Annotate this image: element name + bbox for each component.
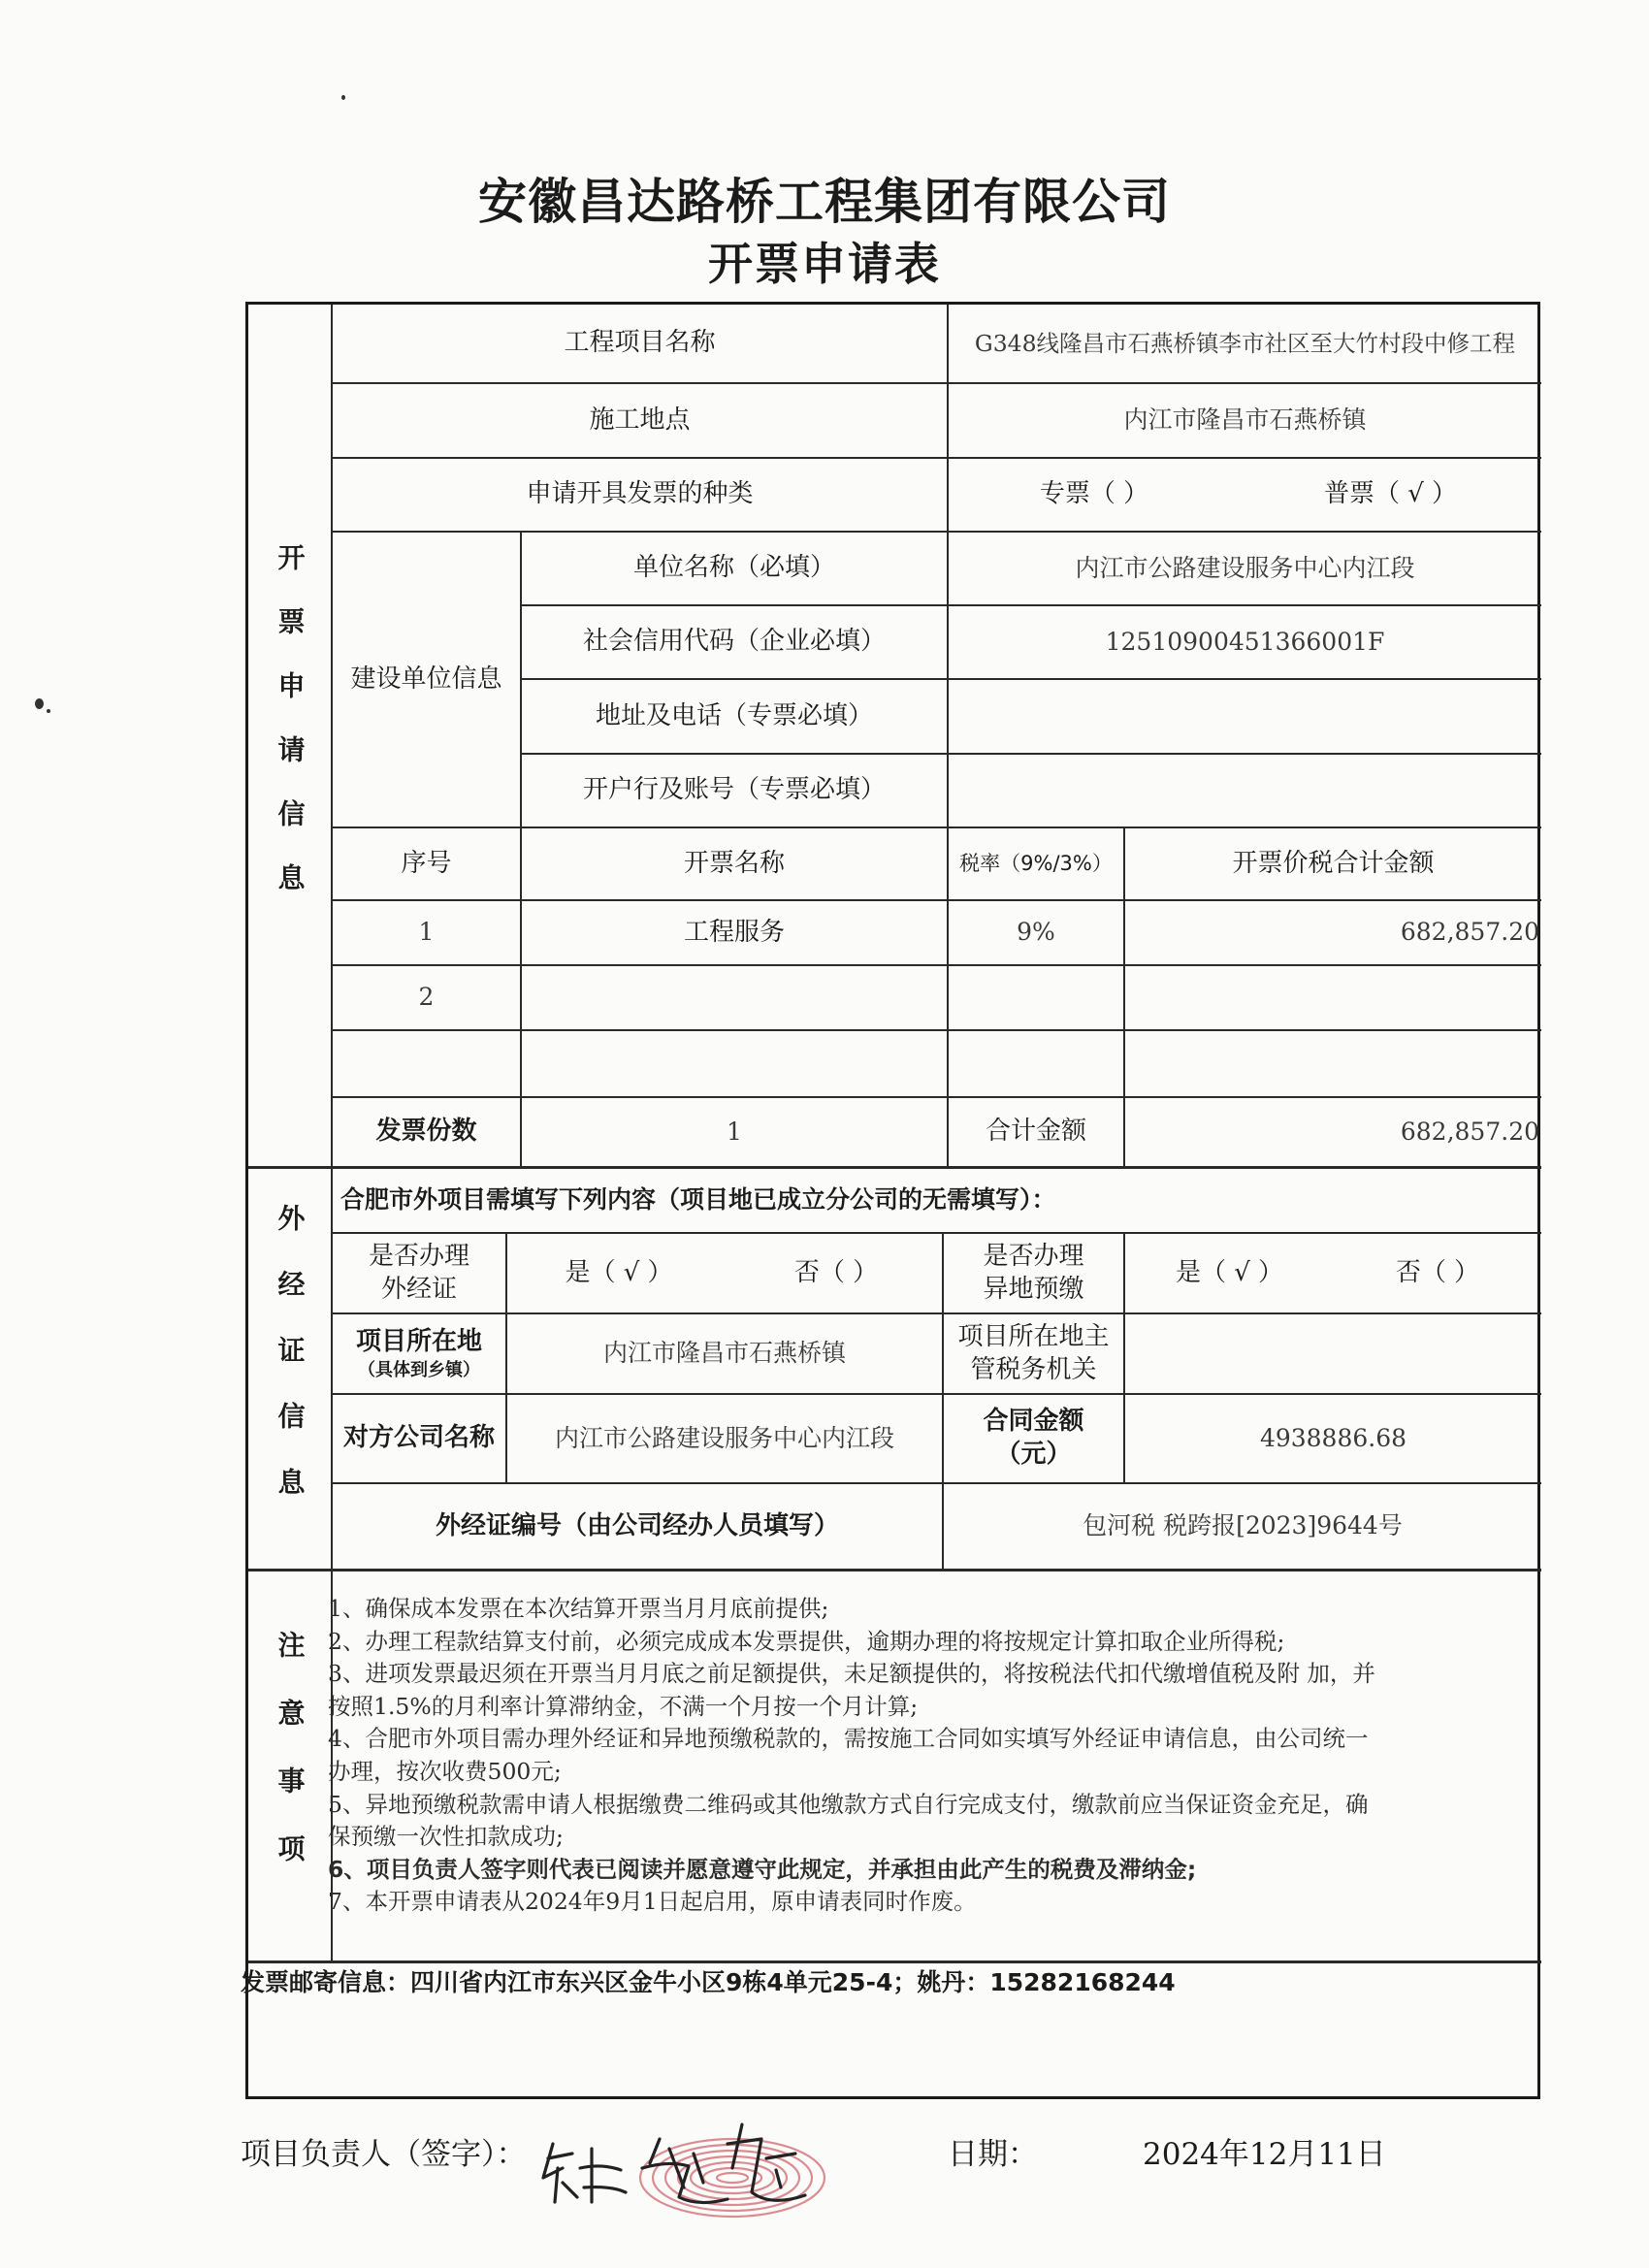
cert-number-label: 外经证编号（由公司经办人员填写） [435,1510,839,1540]
row-name [522,1031,947,1096]
location-value: 内江市隆昌市石燕桥镇 [602,1339,846,1368]
row-no: 2 [418,983,435,1012]
location-sublabel: （具体到乡镇） [358,1359,480,1380]
counterparty-label: 对方公司名称 [342,1423,495,1453]
contract-amount-label: 合同金额（元） [983,1407,1084,1469]
row-no [333,1031,520,1096]
note-line: 3、进项发票最迟须在开票当月月底之前足额提供，未足额提供的，将按税法代扣代缴增值税及附 加，并 [328,1660,1375,1688]
signer-label: 项目负责人（签字）： [241,2137,527,2172]
scan-speck [47,709,50,713]
note-line: 1、确保成本发票在本次结算开票当月月底前提供; [328,1595,829,1622]
form-title: 开票申请表 [708,238,941,290]
row-rate [949,1031,1123,1096]
company-title: 安徽昌达路桥工程集团有限公司 [478,174,1171,230]
cert-number-value: 包河税 税跨报[2023]9644号 [1083,1511,1403,1540]
builder-group-label: 建设单位信息 [350,664,502,694]
location-label: 项目所在地 [355,1326,482,1356]
note-line: 7、本开票申请表从2024年9月1日起启用，原申请表同时作废。 [328,1888,977,1916]
project-name-value: G348线隆昌市石燕桥镇李市社区至大竹村段中修工程 [974,329,1516,357]
mailing-info: 发票邮寄信息：四川省内江市东兴区金牛小区9栋4单元25-4；姚丹：15282168244 [241,1968,1176,1996]
prepay-label: 是否办理异地预缴 [983,1241,1084,1304]
note-line: 保预缴一次性扣款成功; [328,1823,564,1851]
external-cert-label: 是否办理外经证 [368,1241,469,1304]
col-header-no: 序号 [401,848,452,878]
copies-label: 发票份数 [375,1117,477,1147]
row-amount [1125,1031,1541,1096]
normal-invoice-option: 普票（ √ ） [1323,479,1458,509]
row-rate [949,966,1123,1029]
tax-office-label: 项目所在地主管税务机关 [957,1321,1110,1384]
row-rate: 9% [1017,918,1055,947]
col-header-amount: 开票价税合计金额 [1232,848,1435,878]
section-external-text: 外经证信息 [274,1204,307,1534]
tax-office-value [1125,1314,1541,1393]
invoice-type-label: 申请开具发票的种类 [526,479,754,509]
note-line: 办理，按次收费500元; [328,1757,562,1785]
row-name [522,966,947,1029]
section-label-invoice [248,305,331,1166]
date-label: 日期： [948,2137,1038,2172]
unit-name-label: 单位名称（必填） [632,553,835,583]
site-value: 内江市隆昌市石燕桥镇 [1123,405,1367,435]
credit-code-label: 社会信用代码（企业必填） [582,627,886,657]
bank-account-value [949,755,1541,826]
prepay-yes: 是（ √ ） [1175,1257,1284,1287]
date-value: 2024年12月11日 [1143,2137,1386,2172]
external-cert-no: 否（ ） [793,1257,879,1287]
address-phone-label: 地址及电话（专票必填） [595,700,873,730]
scan-speck [35,698,44,709]
contract-amount-value: 4938886.68 [1259,1423,1407,1452]
section-invoice-text: 开票申请信息 [274,543,307,927]
row-amount [1125,966,1541,1029]
notes-list [328,1593,1531,1919]
location-label-cell [333,1314,505,1393]
special-invoice-option: 专票（ ） [1039,479,1149,509]
section-label-external [248,1169,331,1569]
external-cert-yes: 是（ √ ） [565,1257,673,1287]
total-value: 682,857.20 [1400,1117,1539,1146]
bank-account-label: 开户行及账号（专票必填） [582,775,886,805]
note-line: 按照1.5%的月利率计算滞纳金，不满一个月按一个月计算; [328,1692,919,1720]
project-name-label: 工程项目名称 [564,328,716,358]
external-intro: 合肥市外项目需填写下列内容（项目地已成立分公司的无需填写）： [340,1185,1056,1215]
section-label-notes [248,1571,331,1960]
site-label: 施工地点 [589,405,691,435]
row-amount: 682,857.20 [1400,918,1539,947]
unit-name-value: 内江市公路建设服务中心内江段 [1075,553,1415,582]
address-phone-value [949,680,1541,753]
note-line: 6、项目负责人签字则代表已阅读并愿意遵守此规定，并承担由此产生的税费及滞纳金; [328,1855,1197,1883]
col-header-rate: 税率（9%/3%） [959,851,1113,875]
total-label: 合计金额 [985,1117,1086,1147]
prepay-no: 否（ ） [1395,1257,1480,1287]
note-line: 4、合肥市外项目需办理外经证和异地预缴税款的，需按施工合同如实填写外经证申请信息，由公司统一 [328,1725,1369,1753]
scan-speck [341,95,345,100]
note-line: 5、异地预缴税款需申请人根据缴费二维码或其他缴款方式自行完成支付，缴款前应当保证资金充足，确 [328,1790,1369,1818]
col-header-name: 开票名称 [683,848,785,878]
fingerprint-icon [640,2139,824,2217]
copies-value: 1 [727,1117,742,1146]
section-notes-text: 注意事项 [274,1630,307,1902]
row-name: 工程服务 [683,917,785,947]
row-no: 1 [418,918,435,947]
signature-with-fingerprint-icon [534,2110,854,2221]
note-line: 2、办理工程款结算支付前，必须完成成本发票提供，逾期办理的将按规定计算扣取企业所得税; [328,1627,1285,1655]
credit-code-value: 12510900451366001F [1105,627,1385,656]
counterparty-value: 内江市公路建设服务中心内江段 [554,1423,894,1452]
